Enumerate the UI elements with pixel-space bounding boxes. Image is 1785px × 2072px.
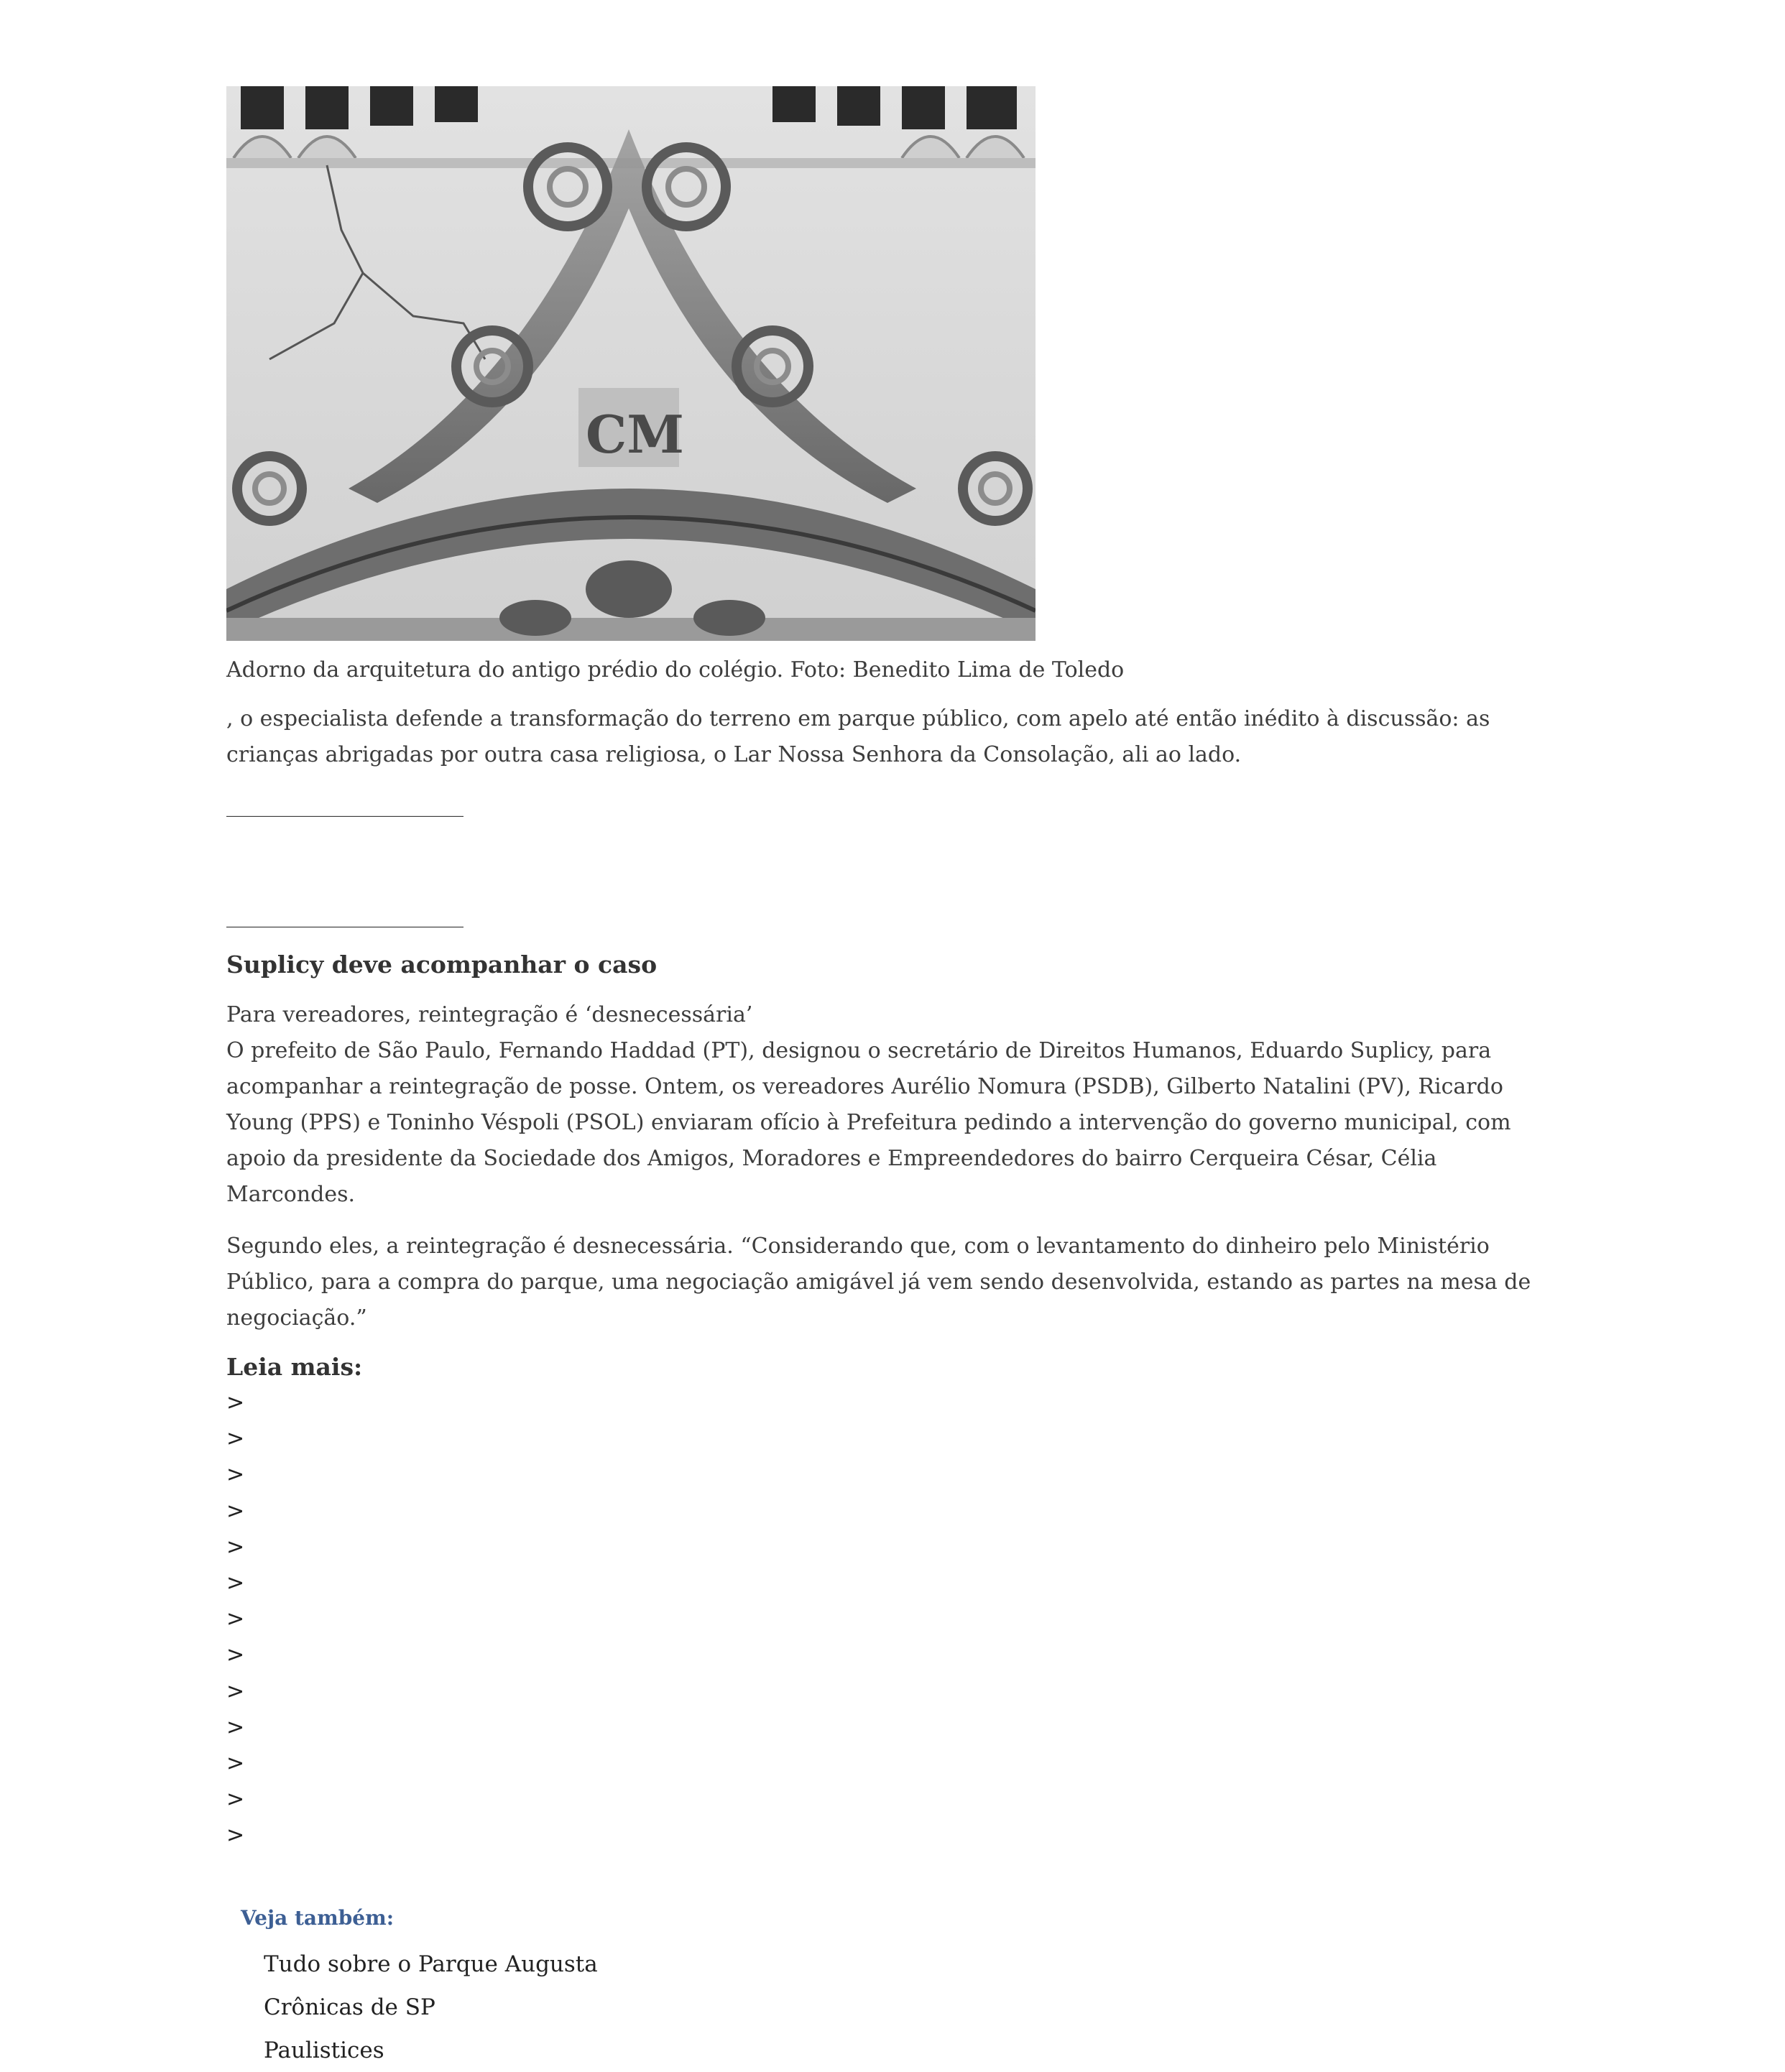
veja-tambem-link-cronicas[interactable]: Crônicas de SP [264,1994,435,2021]
section-paragraph: Segundo eles, a reintegração é desnecessária. “Considerando que, com o levantamento do dinheiro pelo Ministério Público, para a compra do parque, uma negociação amigável já vem sendo desenvolvida, estando as partes na mesa de negociação.” [226,1234,1531,1331]
photo-caption: Adorno da arquitetura do antigo prédio do colégio. Foto: Benedito Lima de Toledo [226,657,1125,683]
architecture-photo [226,86,1036,641]
leia-mais-link[interactable]: > [226,1534,245,1560]
section-subtitle: Para vereadores, reintegração é ‘desnecessária’ [226,1002,753,1027]
leia-mais-link[interactable]: > [226,1714,245,1740]
veja-tambem-link-parque-augusta[interactable]: Tudo sobre o Parque Augusta [264,1951,598,1978]
intro-paragraph: , o especialista defende a transformação do terreno em parque público, com apelo até então inédito à discussão: as crianças abrigadas por outra casa religiosa, o Lar Nossa Senhora da Consolação, ali ao lado. [226,706,1490,767]
separator-line: ______________________ [226,792,463,818]
leia-mais-link[interactable]: > [226,1570,245,1596]
veja-tambem-list [264,1943,1570,2072]
leia-mais-link[interactable]: > [226,1678,245,1704]
ornament-image [226,86,1036,641]
veja-tambem-heading: Veja também: [241,1906,395,1930]
article-body [226,86,1570,2072]
section-heading: Suplicy deve acompanhar o caso [226,951,658,979]
leia-mais-link[interactable]: > [226,1642,245,1668]
leia-mais-link[interactable]: > [226,1823,245,1849]
leia-mais-link[interactable]: > [226,1750,245,1776]
leia-mais-heading: Leia mais: [226,1353,363,1381]
leia-mais-link[interactable]: > [226,1426,245,1452]
leia-mais-link[interactable]: > [226,1787,245,1813]
leia-mais-link[interactable]: > [226,1462,245,1488]
separator-line: ______________________ [226,903,463,928]
leia-mais-link[interactable]: > [226,1390,245,1415]
svg-text:CM: CM [586,404,685,465]
leia-mais-list [226,1385,1570,1854]
veja-tambem-link-paulistices[interactable]: Paulistices [264,2038,384,2064]
section-paragraph: O prefeito de São Paulo, Fernando Haddad (PT), designou o secretário de Direitos Humanos, Eduardo Suplicy, para acompanhar a reintegração de posse. Ontem, os vereadores Aurélio Nomura (PSDB), Gilberto Natalini (PV), Ricardo Young (PPS) e Toninho Véspoli (PSOL) enviaram ofício à Prefeitura pedindo a intervenção do governo municipal, com apoio da presidente da Sociedade dos Amigos, Moradores e Empreendedores do bairro Cerqueira César, Célia Marcondes. [226,1038,1511,1207]
leia-mais-link[interactable]: > [226,1606,245,1632]
leia-mais-link[interactable]: > [226,1498,245,1524]
